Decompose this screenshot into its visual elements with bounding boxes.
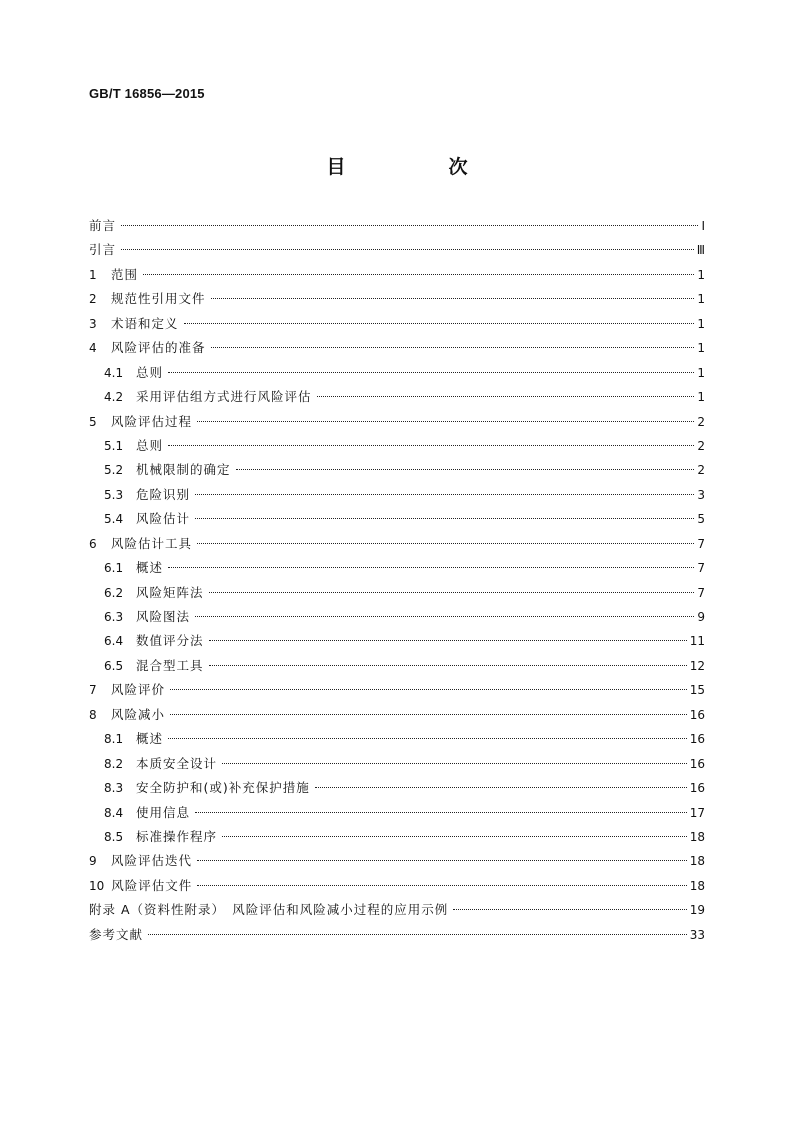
toc-entry-number: 6.2 xyxy=(104,585,124,600)
dot-leader xyxy=(453,909,686,910)
dot-leader xyxy=(209,665,687,666)
toc-entry-page: 7 xyxy=(697,536,705,551)
toc-entry-number: 4.1 xyxy=(104,365,124,380)
toc-entry-number: 5.2 xyxy=(104,463,124,478)
toc-entry-number: 8.1 xyxy=(104,732,124,747)
dot-leader xyxy=(197,885,686,886)
toc-entry[interactable] xyxy=(89,289,705,313)
toc-entry[interactable] xyxy=(89,754,705,778)
toc-entry-label: 危险识别 xyxy=(136,486,191,502)
toc-entry[interactable] xyxy=(89,729,705,753)
toc-entry[interactable] xyxy=(89,534,705,558)
toc-entry[interactable] xyxy=(89,558,705,582)
toc-entry-label: 数值评分法 xyxy=(136,633,204,649)
toc-entry[interactable] xyxy=(89,656,705,680)
toc-entry-label: 机械限制的确定 xyxy=(136,462,231,478)
toc-entry-page: 1 xyxy=(697,365,705,380)
toc-entry-label: 风险评估文件 xyxy=(111,877,193,893)
dot-leader xyxy=(168,738,687,739)
toc-entry-page: 18 xyxy=(689,829,705,844)
page-title: 目 次 xyxy=(326,156,510,178)
toc-entry[interactable] xyxy=(89,485,705,509)
toc-entry-number: 6.1 xyxy=(104,561,124,576)
toc-entry-number: 3 xyxy=(89,316,97,331)
toc-entry-page: 11 xyxy=(689,634,705,649)
toc-entry-number: 6.4 xyxy=(104,634,124,649)
toc-entry-number: 8.3 xyxy=(104,781,124,796)
toc-entry-number: 8 xyxy=(89,707,97,722)
toc-entry[interactable] xyxy=(89,387,705,411)
dot-leader xyxy=(211,298,695,299)
dot-leader xyxy=(168,567,694,568)
toc-entry-page: 15 xyxy=(689,683,705,698)
dot-leader xyxy=(209,592,695,593)
dot-leader xyxy=(148,934,687,935)
toc-entry[interactable] xyxy=(89,240,705,264)
toc-entry-page: 2 xyxy=(697,463,705,478)
dot-leader xyxy=(195,616,694,617)
toc-entry-number: 5.1 xyxy=(104,438,124,453)
toc-entry-number: 8.5 xyxy=(104,829,124,844)
toc-entry-number: 4 xyxy=(89,341,97,356)
toc-entry-page: 1 xyxy=(697,341,705,356)
toc-entry[interactable] xyxy=(89,412,705,436)
dot-leader xyxy=(197,421,694,422)
toc-entry-number: 4.2 xyxy=(104,390,124,405)
toc-entry-label: 风险评价 xyxy=(111,682,166,698)
toc-entry-number: 2 xyxy=(89,292,97,307)
dot-leader xyxy=(195,494,694,495)
toc-entry-label: 风险评估的准备 xyxy=(111,340,206,356)
toc-entry-label: 采用评估组方式进行风险评估 xyxy=(136,389,312,405)
dot-leader xyxy=(121,225,698,226)
toc-entry-number: 6.5 xyxy=(104,658,124,673)
table-of-contents xyxy=(89,216,705,949)
toc-entry-page: 1 xyxy=(697,316,705,331)
standard-code: GB/T 16856—2015 xyxy=(89,86,205,101)
toc-entry[interactable] xyxy=(89,851,705,875)
toc-entry-label: 前言 xyxy=(89,218,117,233)
toc-entry[interactable] xyxy=(89,705,705,729)
toc-entry-number: 9 xyxy=(89,854,97,869)
dot-leader xyxy=(211,347,695,348)
toc-entry-page: 9 xyxy=(697,610,705,624)
dot-leader xyxy=(168,372,694,373)
toc-entry-label: 本质安全设计 xyxy=(136,755,218,771)
toc-entry[interactable] xyxy=(89,460,705,484)
toc-entry-number: 5 xyxy=(89,414,97,429)
toc-entry-number: 7 xyxy=(89,683,97,698)
toc-entry-page: 17 xyxy=(689,805,705,820)
toc-entry-number: 5.3 xyxy=(104,487,124,502)
dot-leader xyxy=(222,763,687,764)
dot-leader xyxy=(121,249,694,250)
dot-leader xyxy=(236,469,695,470)
toc-entry-page: 18 xyxy=(689,878,705,893)
toc-entry-page: 1 xyxy=(697,267,705,282)
toc-entry-page: 33 xyxy=(689,927,705,942)
toc-entry[interactable] xyxy=(89,436,705,460)
toc-entry[interactable] xyxy=(89,827,705,851)
toc-entry-label: 参考文献 xyxy=(89,926,144,942)
toc-entry-page: 16 xyxy=(689,707,705,722)
toc-entry-label: 附录 A（资料性附录） 风险评估和风险减小过程的应用示例 xyxy=(89,902,449,918)
toc-entry-label: 风险评估迭代 xyxy=(111,853,193,869)
toc-entry[interactable] xyxy=(89,925,705,949)
dot-leader xyxy=(195,518,694,519)
toc-entry-number: 6.3 xyxy=(104,610,124,624)
toc-entry-page: 2 xyxy=(697,438,705,453)
toc-entry-label: 总则 xyxy=(136,437,164,453)
toc-entry-page: 19 xyxy=(689,903,705,918)
toc-entry-page: 16 xyxy=(689,756,705,771)
toc-entry-label: 混合型工具 xyxy=(136,657,204,673)
toc-entry-label: 风险估计 xyxy=(136,511,191,527)
toc-entry-page: 3 xyxy=(697,487,705,502)
toc-entry-label: 风险评估过程 xyxy=(111,413,193,429)
dot-leader xyxy=(195,812,687,813)
toc-entry-page: Ⅰ xyxy=(701,219,705,233)
toc-entry[interactable] xyxy=(89,680,705,704)
toc-entry[interactable] xyxy=(89,583,705,607)
dot-leader xyxy=(168,445,694,446)
toc-entry-label: 风险图法 xyxy=(136,609,191,624)
toc-entry[interactable] xyxy=(89,509,705,533)
toc-entry-label: 术语和定义 xyxy=(111,315,179,331)
toc-entry[interactable] xyxy=(89,265,705,289)
toc-entry[interactable] xyxy=(89,803,705,827)
toc-entry[interactable] xyxy=(89,876,705,900)
toc-entry[interactable] xyxy=(89,338,705,362)
toc-entry-label: 使用信息 xyxy=(136,804,191,820)
toc-entry-page: 5 xyxy=(697,512,705,527)
toc-entry-label: 范围 xyxy=(111,266,139,282)
toc-entry-number: 5.4 xyxy=(104,512,124,527)
toc-entry-label: 风险减小 xyxy=(111,706,166,722)
toc-entry-label: 规范性引用文件 xyxy=(111,291,206,307)
toc-entry-page: Ⅲ xyxy=(696,243,705,258)
dot-leader xyxy=(209,640,687,641)
toc-entry-label: 概述 xyxy=(136,731,164,747)
toc-entry-label: 标准操作程序 xyxy=(136,828,218,844)
toc-entry-page: 7 xyxy=(697,561,705,576)
toc-entry[interactable] xyxy=(89,363,705,387)
toc-entry-number: 8.4 xyxy=(104,805,124,820)
toc-entry-label: 概述 xyxy=(136,560,164,576)
toc-entry-label: 安全防护和(或)补充保护措施 xyxy=(136,780,310,796)
dot-leader xyxy=(170,714,687,715)
dot-leader xyxy=(315,787,687,788)
dot-leader xyxy=(222,836,687,837)
toc-entry-page: 12 xyxy=(689,658,705,673)
toc-entry-page: 7 xyxy=(697,585,705,600)
toc-entry[interactable] xyxy=(89,631,705,655)
dot-leader xyxy=(317,396,695,397)
toc-entry-number: 6 xyxy=(89,536,97,551)
dot-leader xyxy=(197,543,694,544)
toc-entry[interactable] xyxy=(89,314,705,338)
dot-leader xyxy=(143,274,694,275)
toc-entry-number: 10 xyxy=(89,878,105,893)
dot-leader xyxy=(197,860,687,861)
toc-entry-page: 16 xyxy=(689,781,705,796)
toc-entry-label: 风险估计工具 xyxy=(111,535,193,551)
toc-entry-page: 1 xyxy=(697,390,705,405)
toc-entry[interactable] xyxy=(89,216,705,240)
toc-entry-page: 1 xyxy=(697,292,705,307)
toc-entry-page: 18 xyxy=(689,854,705,869)
toc-entry-label: 风险矩阵法 xyxy=(136,584,204,600)
dot-leader xyxy=(170,689,687,690)
toc-entry[interactable] xyxy=(89,900,705,924)
toc-entry-page: 2 xyxy=(697,414,705,429)
toc-entry-page: 16 xyxy=(689,732,705,747)
toc-entry-number: 8.2 xyxy=(104,756,124,771)
toc-entry[interactable] xyxy=(89,607,705,631)
toc-entry-number: 1 xyxy=(89,267,97,282)
toc-entry[interactable] xyxy=(89,778,705,802)
toc-entry-label: 引言 xyxy=(89,242,117,258)
toc-entry-label: 总则 xyxy=(136,364,164,380)
dot-leader xyxy=(184,323,695,324)
